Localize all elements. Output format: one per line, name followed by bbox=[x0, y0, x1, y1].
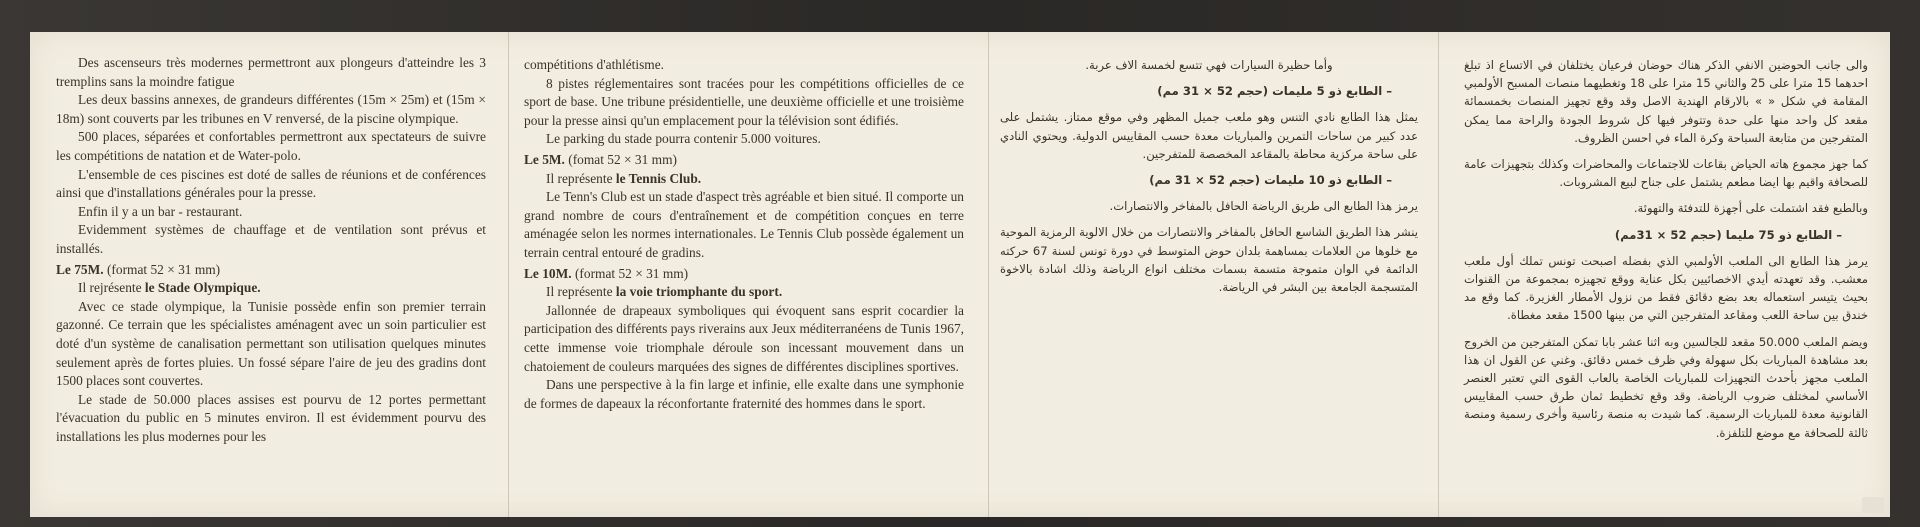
stamp-format: (fomat 52 × 31 mm) bbox=[564, 151, 677, 167]
paragraph: ويضم الملعب 50.000 مقعد للجالسين وبه اثنا عشر بابا تمكن المتفرجين من الخروج بعد مشاهدة المباريات بكل سهولة وفي ظرف خمس دقائق. وغني عن القول ان هذا الملعب مجهز بأحدث التجهيزات للمباريات الخاصة بالعاب القوى التي تعتبر العنصر الأساسي لمختلف ضروب الرياضة. وقد وقع تخطيط ثمان طرق حسب المقاييس القانونية معدة للمباريات الرسمية. كما شيدت به منصة رئاسية وأخرى رسمية ومنصة ثالثة للصحافة مع موضع للتلفزة. bbox=[1464, 334, 1868, 440]
arabic-page-1 bbox=[988, 32, 1438, 517]
archive-mark bbox=[1862, 497, 1884, 513]
paragraph: يرمز هذا الطابع الى طريق الرياضة الحافل بالمفاخر والانتصارات. bbox=[1109, 199, 1418, 214]
french-page-2 bbox=[508, 32, 988, 517]
stamp-heading-75m bbox=[56, 261, 486, 280]
paragraph: Le stade de 50.000 places assises est pourvu de 12 portes permettant l'évacuation du public en 5 minutes environ. Il est évidemment pourvu des installations les plus modernes pour les bbox=[56, 391, 486, 444]
stamp-heading-75m-ar: – الطابع ذو 75 مليما (حجم 52 × 31مم) bbox=[1614, 227, 1842, 242]
stamp-heading-5m-ar: – الطابع ذو 5 مليمات (حجم 52 × 31 مم) bbox=[1157, 84, 1392, 99]
stamp-format: (format 52 × 31 mm) bbox=[103, 261, 221, 277]
arabic-column-1 bbox=[1000, 56, 1418, 296]
paragraph: Dans une perspective à la fin large et infinie, elle exalte dans une symphonie de formes de dapeaux la réconfortante fraternité des hommes dans le sport. bbox=[524, 377, 964, 411]
paragraph: Jallonnée de drapeaux symboliques qui évoquent sans esprit cocardier la participation des différents pays riverains aux Jeux méditerranéens de Tunis 1967, cette immense voie triomphale déroule son incessant mouvement dans un chatoiement de couleurs marquées des signes de différentes disciplines sportives. bbox=[524, 302, 964, 374]
stamp-subject: le Tennis Club. bbox=[615, 170, 702, 186]
stamp-heading-10m-ar: – الطابع ذو 10 مليمات (حجم 52 × 31 مم) bbox=[1149, 173, 1392, 188]
paragraph: يمثل هذا الطابع نادي التنس وهو ملعب جميل المظهر وفي موقع ممتاز. يشتمل على عدد كبير من ساحات التمرين والمباريات معدة حسب المقاييس الدولية. ويحتوي النادي على ساحة مركزية محاطة بالمقاعد المخصصة للمتفرجين. bbox=[1000, 110, 1418, 161]
text-run: Il représente bbox=[546, 170, 616, 186]
paragraph: L'ensemble de ces piscines est doté de salles de réunions et de conférences ainsi que d'installations générales pour la presse. bbox=[56, 166, 486, 201]
paragraph: Des ascenseurs très modernes permettront aux plongeurs d'atteindre les 3 tremplins sans la moindre fatigue bbox=[56, 55, 486, 89]
french-page-1 bbox=[30, 32, 508, 517]
paragraph: Les deux bassins annexes, de grandeurs différentes (15m × 25m) et (15m × 18m) sont couverts par les tribunes en V renversé, de la piscine olympique. bbox=[56, 92, 486, 126]
text-run: Il rejrésente bbox=[78, 280, 145, 296]
paragraph: Evidemment systèmes de chauffage et de ventilation sont prévus et installés. bbox=[56, 222, 486, 256]
paragraph: compétitions d'athlétisme. bbox=[524, 57, 665, 72]
paragraph bbox=[524, 283, 964, 302]
stamp-value: Le 5M. bbox=[524, 151, 565, 167]
paragraph bbox=[56, 279, 486, 298]
stamp-value: Le 10M. bbox=[524, 265, 572, 281]
paragraph: يرمز هذا الطابع الى الملعب الأولمبي الذي بفضله اصبحت تونس تملك أول ملعب معشب. وقد تعهدته أيدي الاخصائيين بكل عناية ووقع تجهيزه بمجموعة من القنوات بحيث يتيسر استعماله بعد بضع دقائق فقط من نزول الأمطار الغزيرة. كما وقع مد خندق بين ساحة اللعب ومقاعد المتفرجين التي من بينها 1500 مقعد مغطاة. bbox=[1464, 253, 1868, 323]
paragraph: والى جانب الحوضين الانفي الذكر هناك حوضان فرعيان يختلفان في الاتساع اذ تبلغ احدهما 15 مترا على 25 والثاني 15 مترا على 18 وتغطيهما منصات المسبح الأولمبي المقامة في شكل « » بالارقام الهندية الاصل وقد وقع تجهيز المنصات بخمسمائة مقعد كل واحد منها على حدة وتتوفر فيها كل شروط الجودة والراحة مما يمكن المتفرجين من متابعة السباحة وكرة الماء في احسن الظروف. bbox=[1464, 58, 1868, 145]
french-column-1 bbox=[56, 54, 486, 446]
paragraph: 8 pistes réglementaires sont tracées pour les compétitions officielles de ce sport de base. Une tribune présidentielle, une deuxième officielle et une troisième pour la presse ainsi qu'un emplacement pour la télévision sont édifiés. bbox=[524, 75, 964, 128]
paragraph: ينشر هذا الطريق الشاسع الحافل بالمفاخر والانتصارات من خلال الالوية الرمزية الموحية مع خلوها من العلامات بمساهمة بلدان حوض المتوسط في دورة تونس لسنة 67 حركته الدائمة في الوان متموجة متسمة بسمات مختلف انواع الرياضة وذلك اشادة بالاخوة المتسجمة الجامعة بين البشر في الرياضة. bbox=[1000, 225, 1419, 295]
leaflet-sheet bbox=[30, 32, 1890, 517]
paragraph: وأما حظيرة السيارات فهي تتسع لخمسة الاف عربة. bbox=[1085, 58, 1333, 72]
stamp-heading-5m bbox=[524, 151, 964, 170]
paragraph bbox=[524, 170, 964, 189]
paragraph: Avec ce stade olympique, la Tunisie possède enfin son premier terrain gazonné. Ce terrain que les spécialistes aménagent avec un soin particulier est doté d'un système de canalisation permettant son utilisation quelques minutes seulement après de fortes pluies. Un fossé sépare l'aire de jeu des gradins dont 1500 places sont couvertes. bbox=[56, 298, 486, 389]
french-column-2 bbox=[524, 54, 964, 413]
paragraph: 500 places, séparées et confortables permettront aux spectateurs de suivre les compétitions de natation et de Water-polo. bbox=[56, 129, 486, 163]
stamp-subject: la voie triomphante du sport. bbox=[615, 284, 783, 300]
paragraph: وبالطبع فقد اشتملت على أجهزة للتدفئة والتهوئة. bbox=[1633, 201, 1868, 216]
paragraph: Enfin il y a un bar - restaurant. bbox=[78, 203, 243, 219]
arabic-page-2 bbox=[1438, 32, 1890, 517]
stamp-format: (format 52 × 31 mm) bbox=[571, 265, 689, 281]
stamp-subject: le Stade Olympique. bbox=[144, 280, 261, 296]
paragraph: Le parking du stade pourra contenir 5.000 voitures. bbox=[546, 131, 821, 147]
text-run: Il représente bbox=[546, 284, 616, 300]
paragraph: Le Tenn's Club est un stade d'aspect très agréable et bien situé. Il comporte un grand nombre de cours d'entraînement et de compétition conçues en terre aménagée selon les normes internationales. Le Tennis Club possède également un terrain central entouré de gradins. bbox=[524, 189, 964, 260]
stamp-value: Le 75M. bbox=[56, 261, 104, 277]
arabic-column-2 bbox=[1464, 56, 1868, 442]
stamp-heading-10m bbox=[524, 265, 964, 284]
paragraph: كما جهز مجموع هاته الحياض بقاعات للاجتماعات والمحاضرات وكذلك بتجهيزات عامة للصحافة واقيم بها ايضا مطعم يشتمل على جناح لبيع المشروبات. bbox=[1464, 157, 1868, 190]
